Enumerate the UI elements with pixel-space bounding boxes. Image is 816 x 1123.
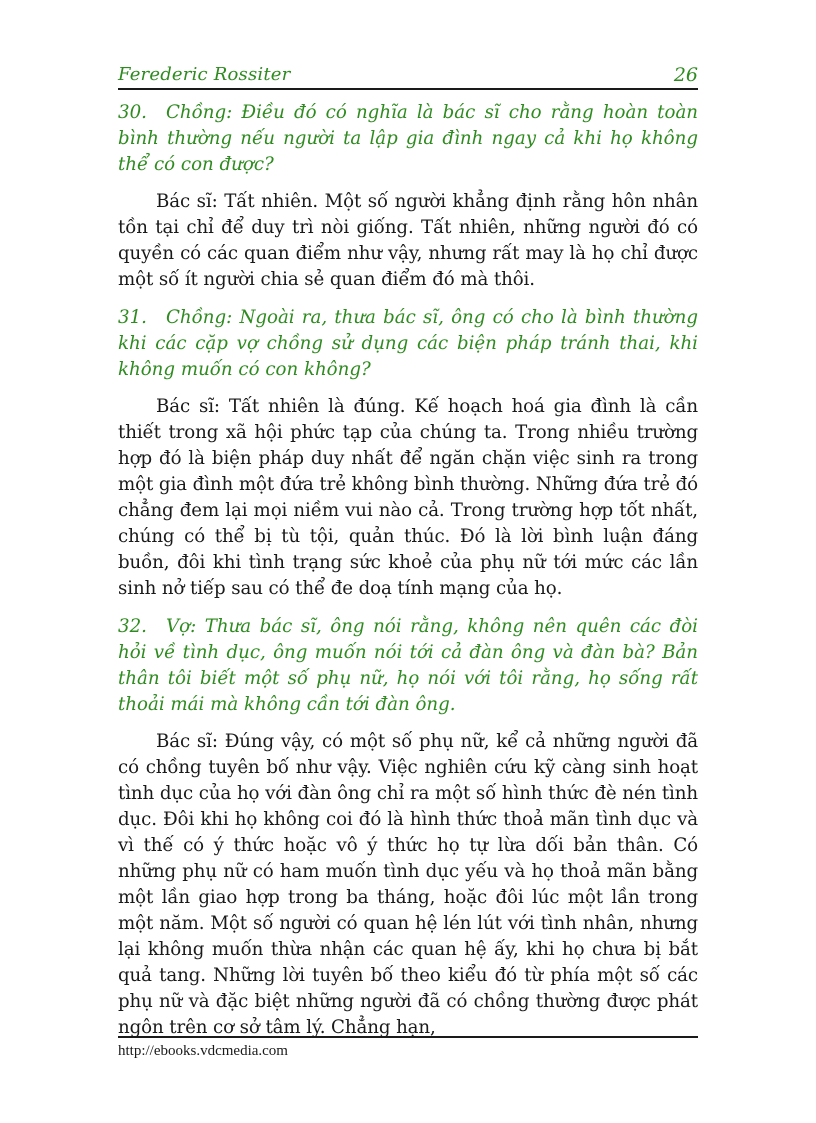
book-author-title: Ferederic Rossiter — [118, 64, 291, 85]
question-number: 31. — [118, 307, 147, 328]
page — [118, 56, 698, 1053]
answer-32: Bác sĩ: Đúng vậy, có một số phụ nữ, kể cả những người đã có chồng tuyên bố như vậy. Việc nghiên cứu kỹ càng sinh hoạt tình dục của họ với đàn ông chỉ ra một số hình thức đè nén tình dục. Đôi khi họ không coi đó là hình thức thoả mãn tình dục và vì thế có ý thức hoặc vô ý thức họ tự lừa dối bản thân. Có những phụ nữ có ham muốn tình dục yếu và họ thoả mãn bằng một lần giao hợp trong ba tháng, hoặc đôi lúc một lần trong một năm. Một số người có quan hệ lén lút với tình nhân, nhưng lại không muốn thừa nhận các quan hệ ấy, khi họ chưa bị bắt quả tang. Những lời tuyên bố theo kiểu đó từ phía một số các phụ nữ và đặc biệt những người đã có chồng thường được phát ngôn trên cơ sở tâm lý. Chẳng hạn, — [118, 731, 698, 1038]
answer-30: Bác sĩ: Tất nhiên. Một số người khẳng định rằng hôn nhân tồn tại chỉ để duy trì nòi giống. Tất nhiên, những người đó có quyền có các quan điểm như vậy, nhưng rất may là họ chỉ được một số ít người chia sẻ quan điểm đó mà thôi. — [118, 191, 698, 290]
question-text: Chồng: Điều đó có nghĩa là bác sĩ cho rằng hoàn toàn bình thường nếu người ta lập gia đình ngay cả khi họ không thể có con được? — [118, 102, 698, 175]
page-number: 26 — [673, 64, 698, 86]
page-content — [118, 100, 698, 1041]
question-text: Chồng: Ngoài ra, thưa bác sĩ, ông có cho là bình thường khi các cặp vợ chồng sử dụng các biện pháp tránh thai, khi không muốn có con không? — [118, 307, 698, 380]
page-header — [118, 56, 698, 90]
question-text: Vợ: Thưa bác sĩ, ông nói rằng, không nên quên các đòi hỏi về tình dục, ông muốn nói tới cả đàn ông và đàn bà? Bản thân tôi biết một số phụ nữ, họ nói với tôi rằng, họ sống rất thoải mái mà không cần tới đàn ông. — [118, 616, 698, 715]
question-30 — [118, 100, 698, 178]
question-31 — [118, 305, 698, 383]
footer-url-link[interactable]: http://ebooks.vdcmedia.com — [118, 1043, 288, 1059]
question-32 — [118, 614, 698, 718]
answer-31: Bác sĩ: Tất nhiên là đúng. Kế hoạch hoá gia đình là cần thiết trong xã hội phức tạp của chúng ta. Trong nhiều trường hợp đó là biện pháp duy nhất để ngăn chặn việc sinh ra trong một gia đình một đứa trẻ không bình thường. Những đứa trẻ đó chẳng đem lại mọi niềm vui nào cả. Trong trường hợp tốt nhất, chúng có thể bị tù tội, quản thúc. Đó là lời bình luận đáng buồn, đôi khi tình trạng sức khoẻ của phụ nữ tới mức các lần sinh nở tiếp sau có thể đe doạ tính mạng của họ. — [118, 396, 698, 599]
footer-divider — [118, 1036, 698, 1038]
question-number: 32. — [118, 616, 147, 637]
question-number: 30. — [118, 102, 147, 123]
